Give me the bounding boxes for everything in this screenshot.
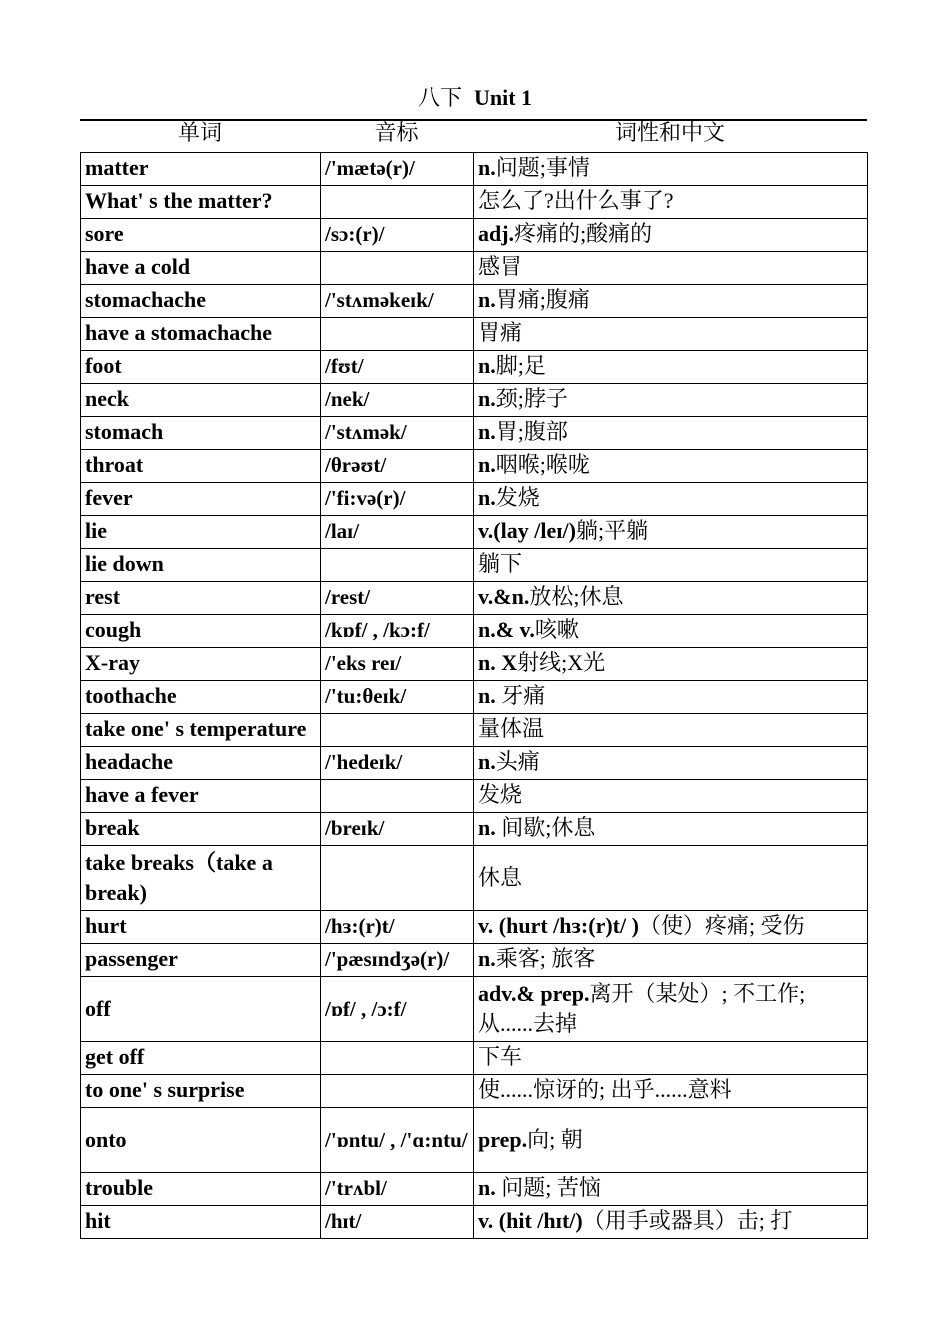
word-cell: matter (81, 153, 321, 186)
meaning-cell (474, 483, 868, 516)
table-row (81, 384, 868, 417)
phonetic-cell: /nek/ (321, 384, 474, 417)
phonetic-cell (321, 252, 474, 285)
meaning-cell (474, 846, 868, 911)
phonetic-cell (321, 846, 474, 911)
chinese-meaning: 躺下 (478, 551, 523, 576)
meaning-cell (474, 1108, 868, 1173)
table-row (81, 483, 868, 516)
phonetic-cell: /laɪ/ (321, 516, 474, 549)
table-row (81, 516, 868, 549)
chinese-meaning: 颈;脖子 (495, 386, 568, 411)
table-row (81, 549, 868, 582)
meaning-cell (474, 219, 868, 252)
table-row (81, 944, 868, 977)
table-row (81, 1108, 868, 1173)
phonetic-cell (321, 780, 474, 813)
phonetic-cell (321, 318, 474, 351)
header-word: 单词 (177, 120, 222, 145)
phonetic-cell: /fʊt/ (321, 351, 474, 384)
table-row (81, 417, 868, 450)
table-row (81, 1206, 868, 1239)
table-row (81, 285, 868, 318)
phonetic-cell: /'eks reɪ/ (321, 648, 474, 681)
word-cell: onto (81, 1108, 321, 1173)
chinese-meaning: 胃;腹部 (495, 419, 568, 444)
table-row (81, 219, 868, 252)
word-cell: throat (81, 450, 321, 483)
table-row (81, 977, 868, 1042)
table-row (81, 450, 868, 483)
meaning-cell (474, 977, 868, 1042)
table-row (81, 1075, 868, 1108)
meaning-cell (474, 1042, 868, 1075)
chinese-meaning: （用手或器具）击; 打 (582, 1208, 793, 1233)
part-of-speech: n. (478, 946, 496, 971)
phonetic-cell (321, 1075, 474, 1108)
meaning-cell (474, 714, 868, 747)
part-of-speech: n. (478, 419, 496, 444)
word-cell: get off (81, 1042, 321, 1075)
phonetic-cell: /'ɒntu/ , /'ɑ:ntu/ (321, 1108, 474, 1173)
phonetic-cell: /'hedeɪk/ (321, 747, 474, 780)
word-cell: to one' s surprise (81, 1075, 321, 1108)
word-cell: take breaks（take a break) (81, 846, 321, 911)
meaning-cell (474, 944, 868, 977)
word-cell: stomachache (81, 285, 321, 318)
table-row (81, 318, 868, 351)
chinese-meaning: 发烧 (495, 485, 540, 510)
table-row (81, 1173, 868, 1206)
meaning-cell (474, 450, 868, 483)
phonetic-cell: /ɒf/ , /ɔ:f/ (321, 977, 474, 1042)
chinese-meaning: 向; 朝 (527, 1127, 583, 1152)
table-row (81, 780, 868, 813)
vocabulary-table (80, 152, 868, 1239)
meaning-cell (474, 1173, 868, 1206)
part-of-speech: n. (478, 452, 496, 477)
word-cell: neck (81, 384, 321, 417)
meaning-cell (474, 186, 868, 219)
word-cell: X-ray (81, 648, 321, 681)
chinese-meaning: 射线;X光 (517, 650, 606, 675)
part-of-speech: n. (478, 386, 496, 411)
table-row (81, 846, 868, 911)
word-cell: stomach (81, 417, 321, 450)
word-cell: have a fever (81, 780, 321, 813)
meaning-cell (474, 813, 868, 846)
phonetic-cell: /'fi:və(r)/ (321, 483, 474, 516)
chinese-meaning: 胃痛;腹痛 (495, 287, 590, 312)
word-cell: trouble (81, 1173, 321, 1206)
chinese-meaning: 牙痛 (501, 683, 546, 708)
meaning-cell (474, 516, 868, 549)
chinese-meaning: 躺;平躺 (575, 518, 649, 543)
phonetic-cell: /'pæsɪndʒə(r)/ (321, 944, 474, 977)
meaning-cell (474, 1206, 868, 1239)
header-phonetic: 音标 (374, 120, 419, 145)
part-of-speech: adj. (478, 221, 515, 246)
table-row (81, 351, 868, 384)
table-row (81, 681, 868, 714)
meaning-cell (474, 549, 868, 582)
phonetic-cell: /'tu:θeɪk/ (321, 681, 474, 714)
word-cell: rest (81, 582, 321, 615)
meaning-cell (474, 252, 868, 285)
phonetic-cell: /'stʌmək/ (321, 417, 474, 450)
table-row (81, 615, 868, 648)
part-of-speech: n. (478, 815, 502, 840)
table-header (80, 120, 867, 152)
chinese-meaning: 怎么了?出什么事了? (478, 188, 674, 213)
meaning-cell (474, 911, 868, 944)
word-cell: toothache (81, 681, 321, 714)
word-cell: have a stomachache (81, 318, 321, 351)
part-of-speech: v. (hit /hɪt/) (478, 1208, 583, 1233)
chinese-meaning: 休息 (478, 865, 523, 890)
part-of-speech: n. (478, 155, 496, 180)
phonetic-cell (321, 186, 474, 219)
word-cell: passenger (81, 944, 321, 977)
table-row (81, 153, 868, 186)
title-cn: 八下 (417, 85, 462, 110)
header-meaning: 词性和中文 (614, 120, 725, 145)
chinese-meaning: 头痛 (495, 749, 540, 774)
phonetic-cell (321, 1042, 474, 1075)
part-of-speech: n. (478, 485, 496, 510)
chinese-meaning: 咽喉;喉咙 (495, 452, 590, 477)
part-of-speech: v.&n. (478, 584, 530, 609)
table-row (81, 1042, 868, 1075)
chinese-meaning: 量体温 (478, 716, 545, 741)
meaning-cell (474, 747, 868, 780)
chinese-meaning: 疼痛的;酸痛的 (514, 221, 653, 246)
word-cell: What' s the matter? (81, 186, 321, 219)
word-cell: hurt (81, 911, 321, 944)
chinese-meaning: 下车 (478, 1044, 523, 1069)
word-cell: lie down (81, 549, 321, 582)
word-cell: lie (81, 516, 321, 549)
word-cell: hit (81, 1206, 321, 1239)
phonetic-cell: /kɒf/ , /kɔ:f/ (321, 615, 474, 648)
meaning-cell (474, 153, 868, 186)
word-cell: have a cold (81, 252, 321, 285)
phonetic-cell: /hɜ:(r)t/ (321, 911, 474, 944)
word-cell: sore (81, 219, 321, 252)
title-en: Unit 1 (473, 85, 533, 110)
meaning-cell (474, 780, 868, 813)
meaning-cell (474, 417, 868, 450)
phonetic-cell (321, 549, 474, 582)
phonetic-cell: /breɪk/ (321, 813, 474, 846)
table-row (81, 747, 868, 780)
part-of-speech: n. (478, 1175, 502, 1200)
part-of-speech: n. (478, 749, 496, 774)
table-row (81, 813, 868, 846)
phonetic-cell: /'mætə(r)/ (321, 153, 474, 186)
chinese-meaning: （使）疼痛; 受伤 (638, 913, 805, 938)
word-cell: cough (81, 615, 321, 648)
phonetic-cell: /'trʌbl/ (321, 1173, 474, 1206)
meaning-cell (474, 351, 868, 384)
word-cell: fever (81, 483, 321, 516)
chinese-meaning: 离开（某处）; 不工作; 从......去掉 (478, 981, 806, 1036)
chinese-meaning: 间歇;休息 (501, 815, 596, 840)
word-cell: foot (81, 351, 321, 384)
phonetic-cell: /rest/ (321, 582, 474, 615)
page-title (0, 84, 950, 112)
word-cell: off (81, 977, 321, 1042)
word-cell: take one' s temperature (81, 714, 321, 747)
phonetic-cell: /'stʌməkeɪk/ (321, 285, 474, 318)
meaning-cell (474, 384, 868, 417)
chinese-meaning: 放松;休息 (529, 584, 624, 609)
part-of-speech: n. (478, 353, 496, 378)
chinese-meaning: 咳嗽 (534, 617, 579, 642)
chinese-meaning: 问题;事情 (495, 155, 590, 180)
part-of-speech: n. (478, 683, 502, 708)
word-cell: headache (81, 747, 321, 780)
word-cell: break (81, 813, 321, 846)
part-of-speech: n. X (478, 650, 518, 675)
chinese-meaning: 脚;足 (495, 353, 546, 378)
meaning-cell (474, 648, 868, 681)
meaning-cell (474, 582, 868, 615)
chinese-meaning: 乘客; 旅客 (495, 946, 596, 971)
part-of-speech: v. (hurt /hɜ:(r)t/ ) (478, 913, 639, 938)
meaning-cell (474, 1075, 868, 1108)
phonetic-cell (321, 714, 474, 747)
part-of-speech: v.(lay /leɪ/) (478, 518, 576, 543)
meaning-cell (474, 615, 868, 648)
table-row (81, 911, 868, 944)
chinese-meaning: 使......惊讶的; 出乎......意料 (478, 1077, 732, 1102)
table-row (81, 714, 868, 747)
part-of-speech: adv.& prep. (478, 981, 590, 1006)
table-row (81, 186, 868, 219)
part-of-speech: n.& v. (478, 617, 535, 642)
meaning-cell (474, 681, 868, 714)
meaning-cell (474, 285, 868, 318)
chinese-meaning: 感冒 (478, 254, 523, 279)
chinese-meaning: 问题; 苦恼 (501, 1175, 601, 1200)
chinese-meaning: 胃痛 (478, 320, 523, 345)
table-row (81, 582, 868, 615)
phonetic-cell: /sɔ:(r)/ (321, 219, 474, 252)
part-of-speech: prep. (478, 1127, 528, 1152)
table-row (81, 648, 868, 681)
table-row (81, 252, 868, 285)
part-of-speech: n. (478, 287, 496, 312)
phonetic-cell: /hɪt/ (321, 1206, 474, 1239)
phonetic-cell: /θrəʊt/ (321, 450, 474, 483)
chinese-meaning: 发烧 (478, 782, 523, 807)
meaning-cell (474, 318, 868, 351)
